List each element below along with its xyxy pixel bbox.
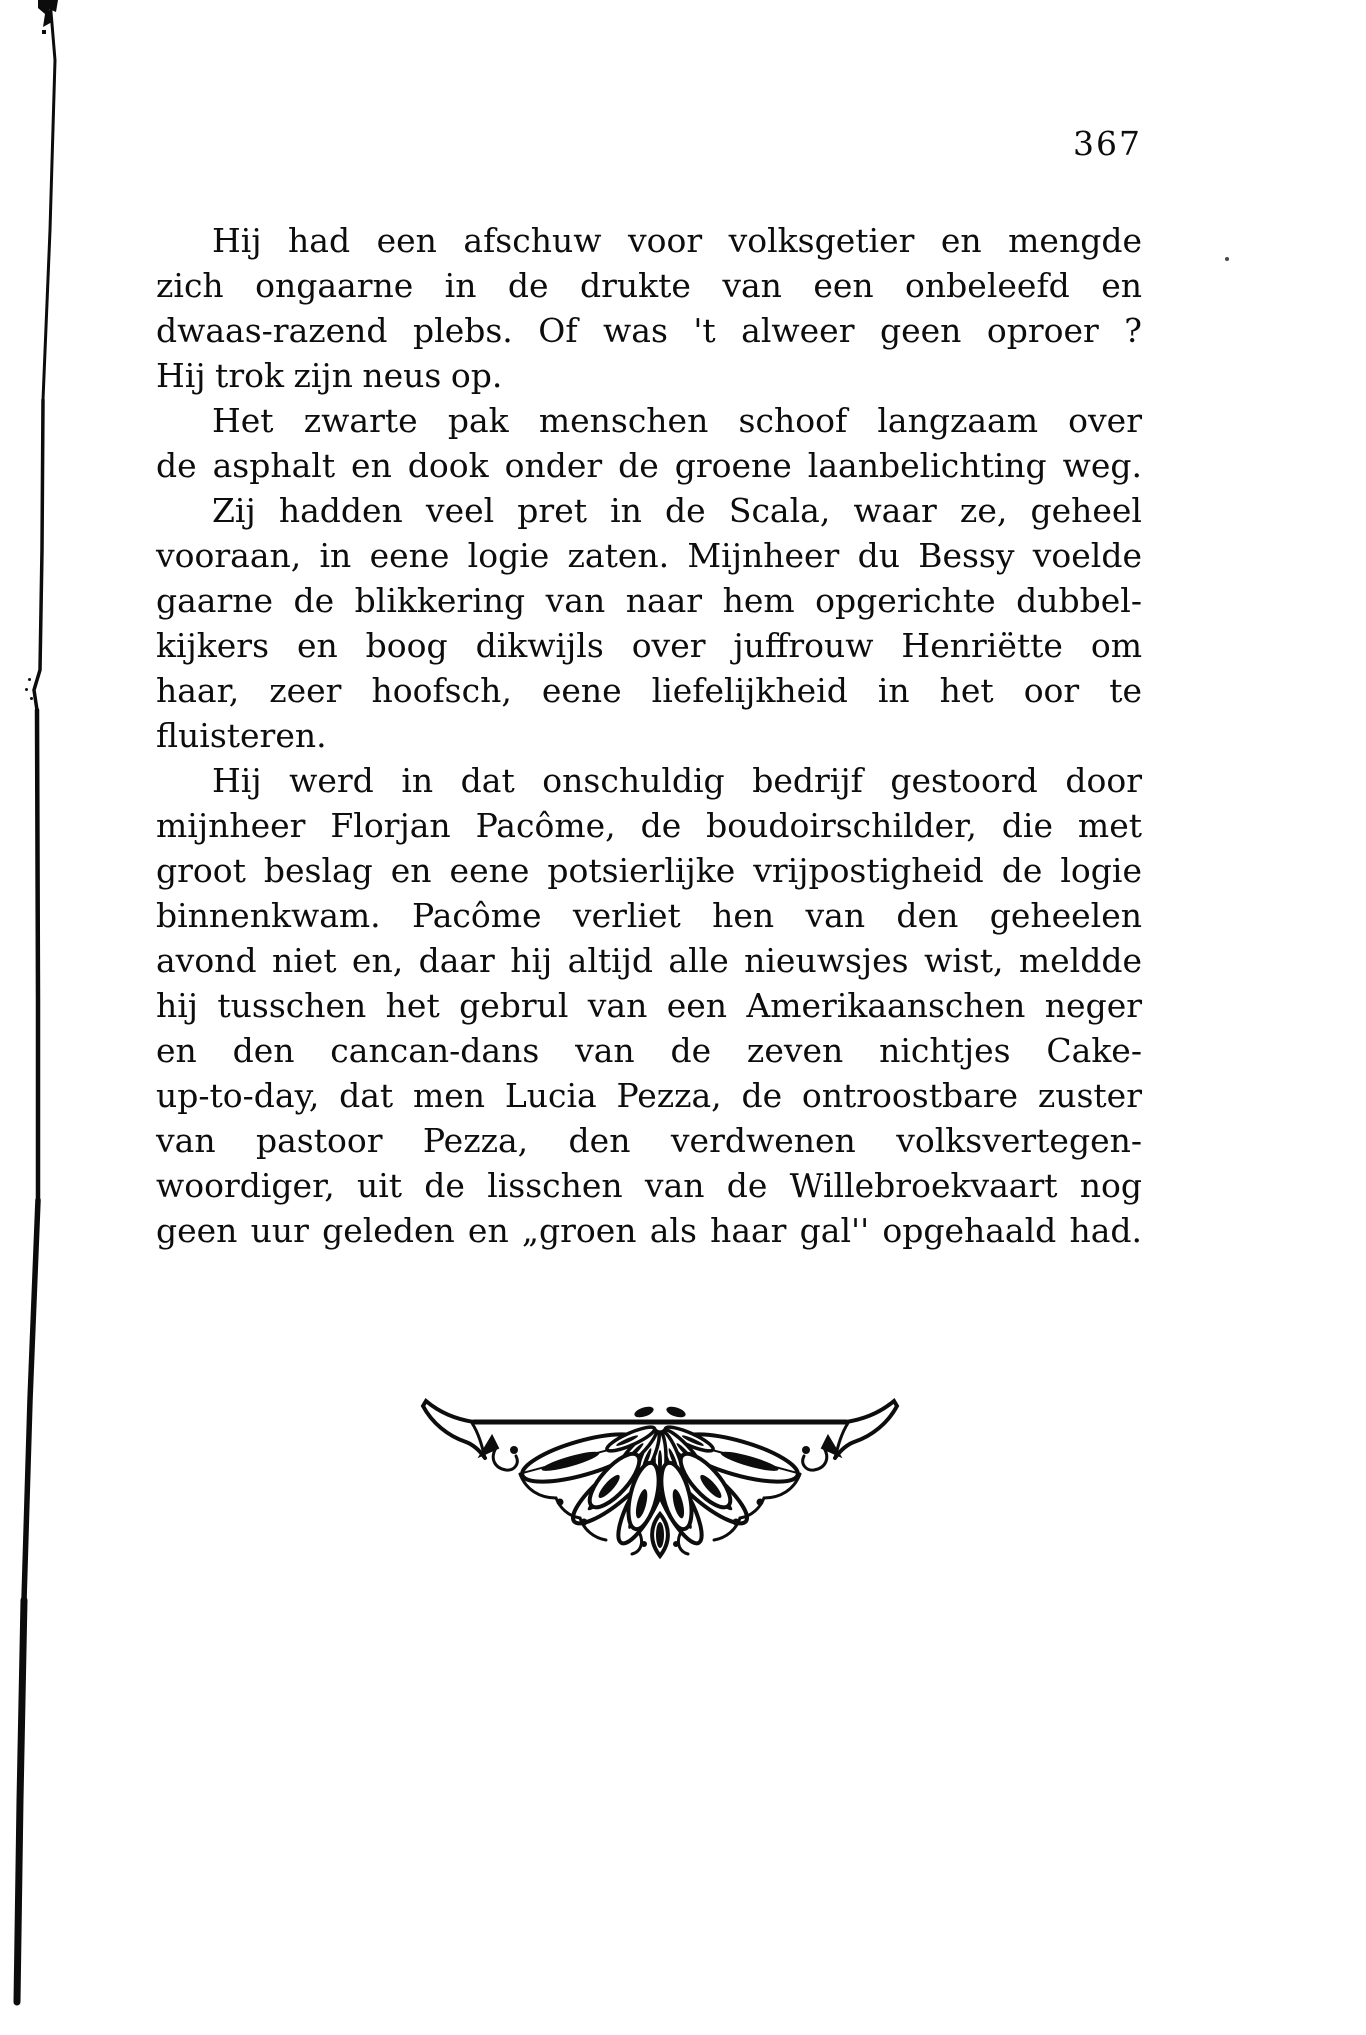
floral-tailpiece-icon (408, 1396, 913, 1566)
text-line: kijkers en boog dikwijls over juffrouw Henriëtte om (156, 626, 1142, 665)
text-line: Zij hadden veel pret in de Scala, waar ze, geheel (212, 491, 1142, 530)
text-line: zich ongaarne in de drukte van een onbeleefd en (156, 266, 1142, 305)
paragraph (156, 218, 1142, 398)
text-line: woordiger, uit de lisschen van de Willebroekvaart nog (156, 1166, 1142, 1205)
text-line: binnenkwam. Pacôme verliet hen van den geheelen (156, 896, 1142, 935)
text-line: Hij werd in dat onschuldig bedrijf gestoord door (212, 761, 1142, 800)
text-line: vooraan, in eene logie zaten. Mijnheer du Bessy voelde (156, 536, 1142, 575)
text-line: groot beslag en eene potsierlijke vrijpostigheid de logie (156, 851, 1142, 890)
text-line: mijnheer Florjan Pacôme, de boudoirschilder, die met (156, 806, 1142, 845)
scan-speck (30, 697, 33, 700)
text-line: gaarne de blikkering van naar hem opgerichte dubbel- (156, 581, 1142, 620)
page-number: 367 (1073, 124, 1142, 163)
text-line: Hij trok zijn neus op. (156, 356, 503, 395)
text-line: Het zwarte pak menschen schoof langzaam over (212, 401, 1142, 440)
paragraph (156, 488, 1142, 758)
text-line: avond niet en, daar hij altijd alle nieuwsjes wist, meldde (156, 941, 1142, 980)
page-gutter-edge (0, 0, 80, 2035)
text-line: dwaas-razend plebs. Of was 't alweer geen oproer ? (156, 311, 1142, 350)
paragraph (156, 758, 1142, 1253)
text-line: up-to-day, dat men Lucia Pezza, de ontroostbare zuster (156, 1076, 1142, 1115)
text-line: de asphalt en dook onder de groene laanbelichting weg. (156, 446, 1142, 485)
text-block (156, 218, 1142, 1253)
text-line: van pastoor Pezza, den verdwenen volksvertegen- (156, 1121, 1142, 1160)
scan-speck (25, 688, 28, 691)
text-line: fluisteren. (156, 716, 327, 755)
text-line: hij tusschen het gebrul van een Amerikaanschen neger (156, 986, 1142, 1025)
text-line: Hij had een afschuw voor volksgetier en mengde (212, 221, 1142, 260)
scan-speck (28, 678, 31, 681)
scan-speck (1225, 257, 1229, 261)
text-line: en den cancan-dans van de zeven nichtjes Cake- (156, 1031, 1142, 1070)
paragraph (156, 398, 1142, 488)
text-line: haar, zeer hoofsch, eene liefelijkheid in het oor te (156, 671, 1142, 710)
text-line: geen uur geleden en „groen als haar gal'' opgehaald had. (156, 1211, 1142, 1250)
